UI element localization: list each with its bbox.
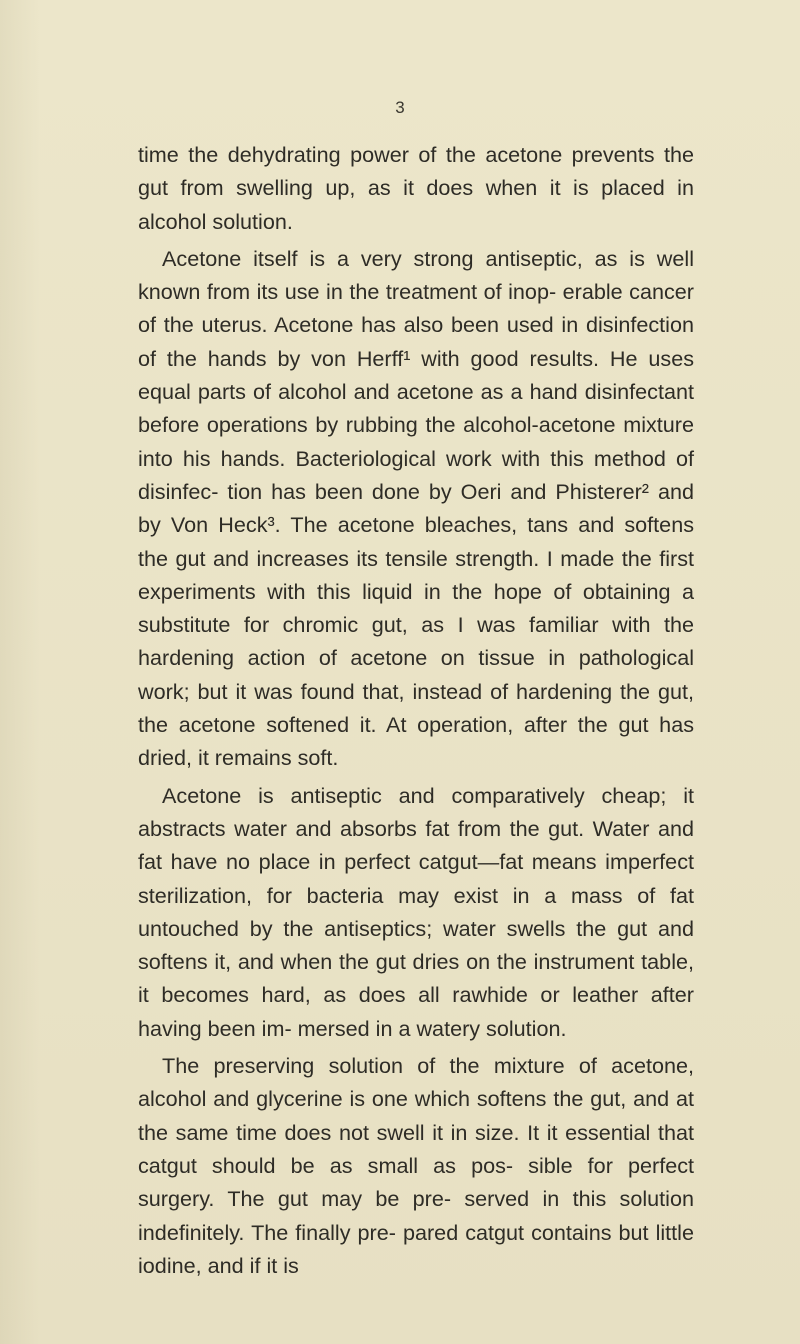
page-number: 3: [395, 98, 405, 117]
paragraph-2: Acetone itself is a very strong antiseptic, as is well known from its use in the treatment of inop- erable cancer of the uterus. Acetone has also been used in disinfection of the hands by von Herff¹ with good results. He uses equal parts of alcohol and acetone as a hand disinfectant before operations by rubbing the alcohol-acetone mixture into his hands. Bacteriological work with this method of disinfec- tion has been done by Oeri and Phisterer² and by Von Heck³. The acetone bleaches, tans and softens the gut and increases its tensile strength. I made the first experiments with this liquid in the hope of obtaining a substitute for chromic gut, as I was familiar with the hardening action of acetone on tissue in pathological work; but it was found that, instead of hardening the gut, the acetone softened it. At operation, after the gut has dried, it remains soft.: [138, 245, 694, 771]
paragraph-4: The preserving solution of the mixture of acetone, alcohol and glycerine is one which softens the gut, and at the same time does not swell it in size. It it essential that catgut should be as small as pos- sible for perfect surgery. The gut may be pre- served in this solution indefinitely. The finally pre- pared catgut contains but little iodine, and if it is: [138, 1053, 694, 1278]
paragraph-3: Acetone is antiseptic and comparatively cheap; it abstracts water and absorbs fat from the gut. Water and fat have no place in perfect catgut—fat means imperfect sterilization, for bacteria may exist in a mass of fat untouched by the antiseptics; water swells the gut and softens it, and when the gut dries on the instrument table, it becomes hard, as does all rawhide or leather after having been im- mersed in a watery solution.: [138, 782, 694, 1041]
body-text: [138, 138, 694, 1286]
paragraph-1: time the dehydrating power of the acetone prevents the gut from swelling up, as it does when it is placed in alcohol solution.: [138, 142, 694, 234]
